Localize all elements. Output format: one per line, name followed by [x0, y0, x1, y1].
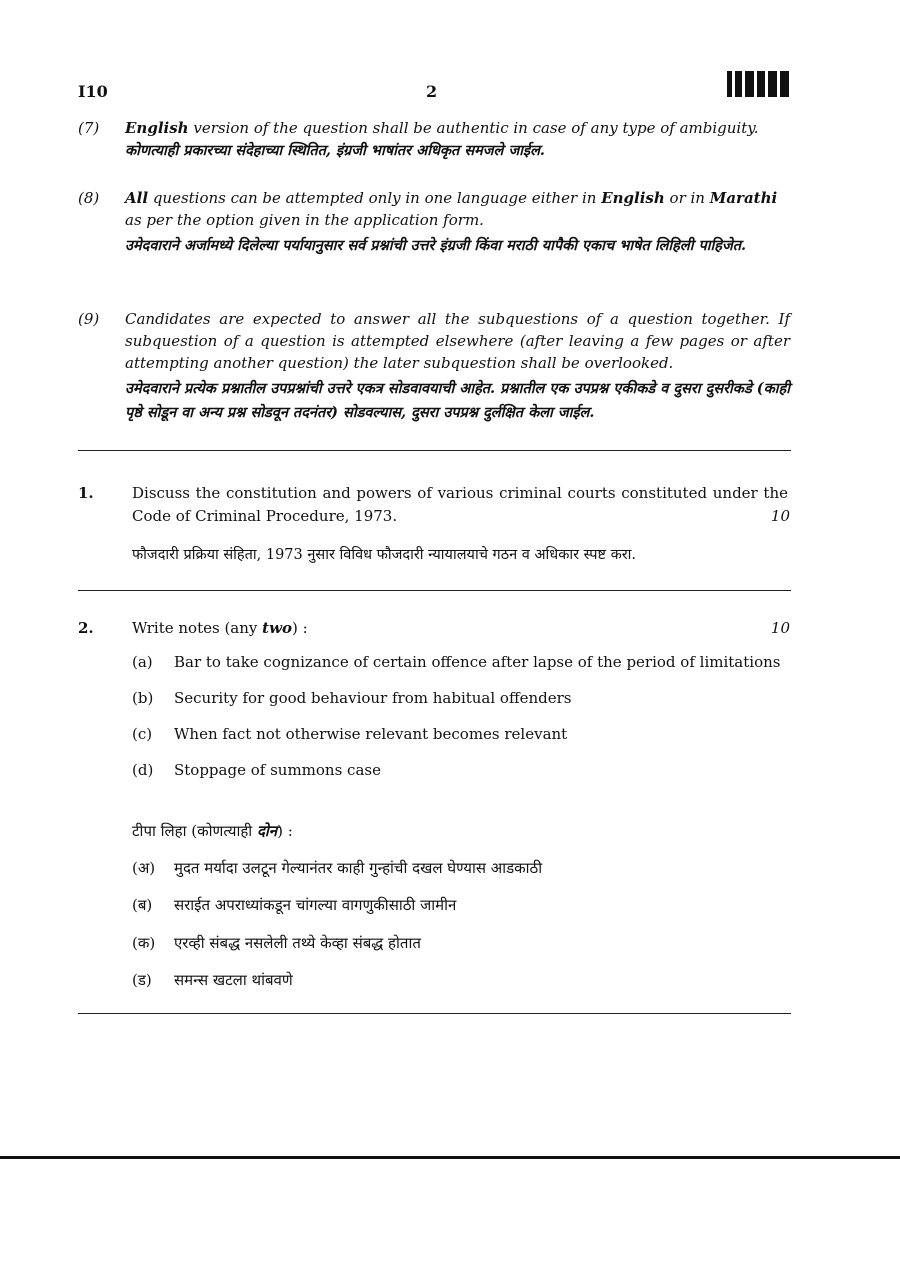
marks: 10	[770, 507, 790, 525]
instruction-english: Candidates are expected to answer all the subquestions of a question together. If subquestion of a question is attempted elsewhere (after leaving a few pages or after attempting another question) the later subquestion shall be overlooked.	[125, 310, 790, 372]
question-text-marathi: फौजदारी प्रक्रिया संहिता, 1973 नुसार विविध फौजदारी न्यायालयाचे गठन व अधिकार स्पष्ट करा.	[132, 547, 637, 563]
instruction-9	[78, 308, 790, 425]
instruction-english: All questions can be attempted only in one language either in English or in Marathi	[125, 189, 778, 207]
instruction-marathi: उमेदवाराने अर्जामध्ये दिलेल्या पर्यायानुसार सर्व प्रश्नांची उत्तरे इंग्रजी किंवा मराठी यापैकी एकाच भाषेत लिहिली पाहिजेत.	[125, 237, 747, 254]
emphasis: English	[125, 119, 189, 137]
barcode-icon	[727, 71, 789, 97]
divider	[78, 590, 791, 591]
instruction-marathi: उमेदवाराने प्रत्येक प्रश्नातील उपप्रश्नांची उत्तरे एकत्र सोडवावयाची आहेत. प्रश्नातील एक उपप्रश्न एकीकडे व दुसरा दुसरीकडे (काही पृष्ठे सोडून वा अन्य प्रश्न सोडवून तदनंतर) सोडवल्यास, दुसरा उपप्रश्न दुर्लक्षित केला जाईल.	[125, 380, 790, 421]
question-text: Discuss the constitution and powers of various criminal courts constituted under the Code of Criminal Procedure, 1973.	[132, 484, 788, 525]
instruction-number: (7)	[78, 119, 100, 137]
subpart-b: (b) Security for good behaviour from habitual offenders	[132, 689, 572, 707]
instruction-number: (8)	[78, 189, 100, 207]
instruction-english-cont: as per the option given in the application form.	[125, 211, 484, 229]
subpart-marathi-a: (अ) मुदत मर्यादा उलटून गेल्यानंतर काही गुन्हांची दखल घेण्यास आडकाठी	[132, 859, 543, 877]
subpart-marathi-d: (ड) समन्स खटला थांबवणे	[132, 971, 293, 989]
page-number: 2	[426, 82, 438, 101]
subpart-c: (c) When fact not otherwise relevant becomes relevant	[132, 725, 568, 743]
instruction-marathi: कोणत्याही प्रकारच्या संदेहाच्या स्थितित, इंग्रजी भाषांतर अधिकृत समजले जाईल.	[125, 142, 545, 159]
instruction-english: English version of the question shall be authentic in case of any type of ambiguity.	[125, 119, 759, 137]
divider	[78, 450, 791, 451]
subpart-a: (a) Bar to take cognizance of certain offence after lapse of the period of limitations	[132, 653, 781, 671]
question-number: 2.	[78, 619, 94, 637]
marks: 10	[770, 619, 790, 637]
question-2	[78, 617, 790, 640]
subpart-d: (d) Stoppage of summons case	[132, 761, 381, 779]
subpart-marathi-c: (क) एरव्ही संबद्ध नसलेली तथ्ये केव्हा संबद्ध होतात	[132, 934, 421, 952]
instruction-8	[78, 187, 790, 258]
question-number: 1.	[78, 484, 94, 502]
divider	[78, 1013, 791, 1014]
instruction-7	[78, 117, 790, 163]
question-1	[78, 482, 790, 567]
subpart-marathi-b: (ब) सराईत अपराध्यांकडून चांगल्या वागणुकीसाठी जामीन	[132, 896, 457, 914]
question-text: Write notes (any two) :	[132, 619, 308, 637]
paper-code: I10	[78, 82, 108, 101]
page-bottom-rule	[0, 1156, 900, 1159]
question-text-marathi: टीपा लिहा (कोणत्याही दोन) :	[132, 822, 293, 840]
instruction-number: (9)	[78, 310, 100, 328]
